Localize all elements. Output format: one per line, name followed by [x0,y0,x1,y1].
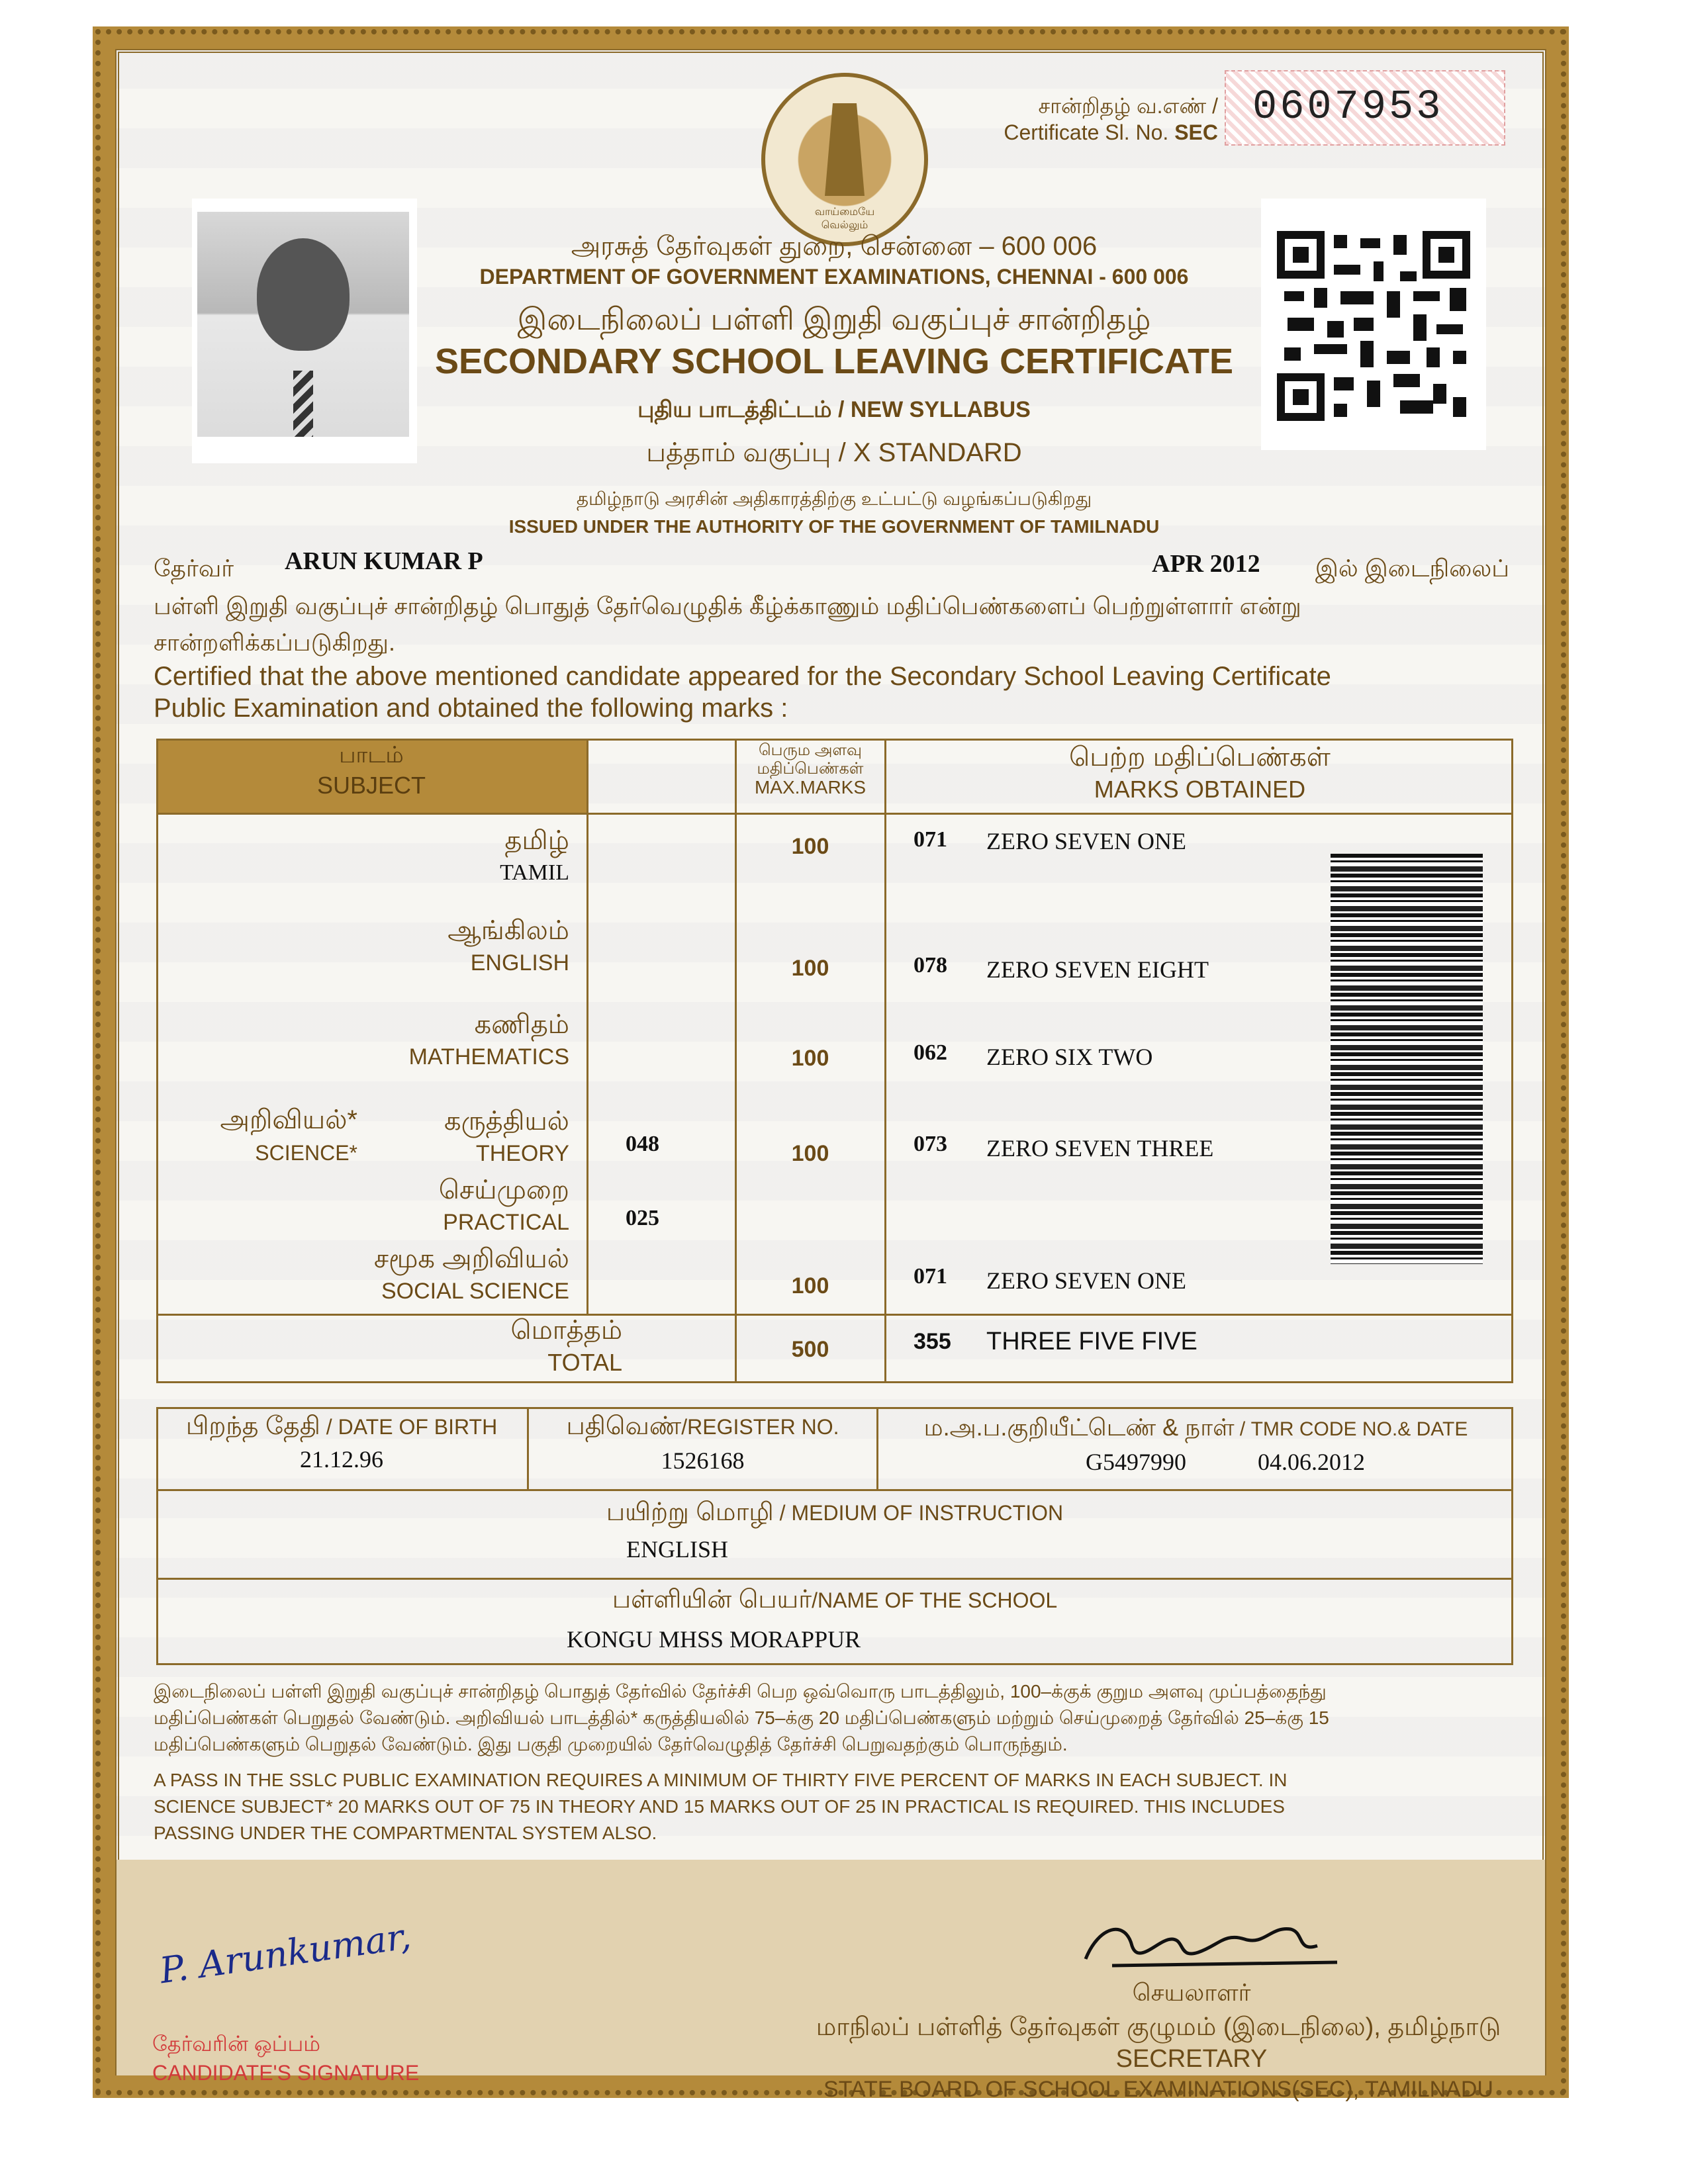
register-value: 1526168 [661,1447,745,1474]
subject-social-en: SOCIAL SCIENCE [381,1279,569,1304]
exam-session: APR 2012 [1152,550,1260,578]
subject-maths-en: MATHEMATICS [408,1044,569,1069]
science-label-ta: அறிவியல்* [220,1105,357,1134]
subject-practical-en: PRACTICAL [443,1210,569,1235]
pass-note-ta: இடைநிலைப் பள்ளி இறுதி வகுப்புச் சான்றிதழ் பொதுத் தேர்வில் தேர்ச்சி பெற ஒவ்வொரு பாடத்திலும், 100–க்குக் குறும அளவு முப்பத்தைந்து மதிப்பெண்கள் பெறுதல் வேண்டும். அறிவியல் பாடத்தில்* கருத்தியலில் 75–க்கு 20 மதிப்பெண்களும் மற்றும் செய்முறைத் தேர்வில் 25–க்கு 15 மதிப்பெண்களும் பெறுதல் வேண்டும். இது பகுதி முறையில் தேர்வெழுதித் தேர்ச்சி பெறுவதற்கும் பொருந்தும். [154,1681,1329,1754]
marks-maths: 062 [914,1040,947,1065]
medium-value: ENGLISH [626,1536,728,1563]
tie-icon [293,371,313,437]
certificate-title-ta: இடைநிலைப் பள்ளி இறுதி வகுப்புச் சான்றிதழ் [517,302,1151,336]
max-total: 500 [791,1337,829,1362]
subject-social-ta: சமூக அறிவியல் [373,1244,569,1273]
tmr-label: ம.அ.ப.குறியீட்டெண் & நாள் / TMR CODE NO.& DATE [923,1414,1468,1441]
marks-social: 071 [914,1264,947,1289]
qr-code [1261,199,1486,450]
subject-header-ta: பாடம் [339,743,404,768]
candidate-prefix: தேர்வர் [154,555,234,582]
standard-label: பத்தாம் வகுப்பு / X STANDARD [646,438,1022,467]
certified-line2: Public Examination and obtained the following marks : [154,694,788,723]
marks-science-words: ZERO SEVEN THREE [986,1135,1214,1161]
marks-english: 078 [914,953,947,978]
face-icon [257,238,350,351]
marks-tamil-words: ZERO SEVEN ONE [986,828,1186,854]
marks-english-words: ZERO SEVEN EIGHT [986,956,1209,983]
dob-value: 21.12.96 [300,1446,383,1473]
seal-motto: வாய்மையே வெல்லும் [814,206,875,231]
marks-total: 355 [914,1329,951,1354]
candidate-photo [192,199,417,463]
total-label-ta: மொத்தம் [510,1316,622,1345]
max-english: 100 [791,956,829,981]
board-name-ta: மாநிலப் பள்ளித் தேர்வுகள் குழுமம் (இடைநிலை), தமிழ்நாடு [816,2013,1501,2041]
subject-english-en: ENGLISH [470,950,569,976]
max-marks-header: பெரும அளவு மதிப்பெண்கள் MAX.MARKS [754,741,867,797]
register-label: பதிவெண்/REGISTER NO. [566,1412,839,1440]
barcode-icon [1331,854,1483,1264]
max-social: 100 [791,1273,829,1298]
serial-number: 0607953 [1252,83,1444,130]
subject-tamil-ta: தமிழ் [504,826,569,855]
serial-label-en: Certificate Sl. No. SEC [1004,120,1218,144]
dept-title-en: DEPARTMENT OF GOVERNMENT EXAMINATIONS, CHENNAI - 600 006 [479,265,1189,289]
serial-label [953,93,1218,146]
school-label: பள்ளியின் பெயர்/NAME OF THE SCHOOL [612,1586,1058,1614]
marks-tamil: 071 [914,827,947,852]
subject-maths-ta: கணிதம் [474,1010,569,1039]
tamilnadu-seal-logo [761,73,928,246]
subject-practical-ta: செய்முறை [438,1175,569,1205]
marks-theory-sub: 048 [626,1132,659,1156]
serial-label-ta: சான்றிதழ் வ.எண் / [1038,94,1218,118]
marks-total-words: THREE FIVE FIVE [986,1328,1197,1355]
marks-practical-sub: 025 [626,1206,659,1230]
secretary-signature [1072,1899,1350,1985]
board-name-en: STATE BOARD OF SCHOOL EXAMINATIONS(SEC), TAMILNADU [823,2077,1493,2102]
marks-science: 073 [914,1132,947,1156]
subject-header-en: SUBJECT [316,772,426,799]
science-label-en: SCIENCE* [255,1141,357,1165]
subject-tamil-en: TAMIL [500,860,569,885]
medium-label: பயிற்று மொழி / MEDIUM OF INSTRUCTION [606,1498,1064,1526]
statement-ta-line2: பள்ளி இறுதி வகுப்புச் சான்றிதழ் பொதுத் தேர்வெழுதிக் கீழ்க்காணும் மதிப்பெண்களைப் பெற்றுள்ளார் என்று [154,592,1301,619]
max-tamil: 100 [791,834,829,859]
authority-ta: தமிழ்நாடு அரசின் அதிகாரத்திற்கு உட்பட்டு வழங்கப்படுகிறது [576,488,1092,509]
qr-code-icon [1261,199,1486,450]
secretary-label-en: SECRETARY [1115,2045,1268,2073]
max-science: 100 [791,1141,829,1166]
tmr-code: G5497990 [1086,1449,1186,1475]
candidate-signature-ta: தேர்வரின் ஒப்பம் [152,2032,321,2056]
marks-obtained-header-ta: பெற்ற மதிப்பெண்கள் [1069,743,1331,772]
dept-title-ta: அரசுத் தேர்வுகள் துறை, சென்னை – 600 006 [571,232,1098,261]
total-label-en: TOTAL [547,1349,622,1376]
marks-social-words: ZERO SEVEN ONE [986,1267,1186,1294]
pass-note-en: A PASS IN THE SSLC PUBLIC EXAMINATION REQUIRES A MINIMUM OF THIRTY FIVE PERCENT OF MARKS IN EACH SUBJECT. IN SCIENCE SUBJECT* 20 MARKS OUT OF 75 IN THEORY AND 15 MARKS OUT OF 25 IN PRACTICAL IS REQUIRED. THIS INCLUDES PASSING UNDER THE COMPARTMENTAL SYSTEM ALSO. [154,1770,1288,1843]
subject-english-ta: ஆங்கிலம் [447,916,569,945]
serial-number-box [1225,70,1505,146]
candidate-name: ARUN KUMAR P [285,547,483,575]
secretary-label-ta: செயலாளர் [1132,1979,1251,2006]
max-maths: 100 [791,1046,829,1071]
school-value: KONGU MHSS MORAPPUR [567,1626,861,1653]
dob-label: பிறந்த தேதி / DATE OF BIRTH [185,1412,498,1440]
candidate-suffix: இல் இடைநிலைப் [1315,555,1509,582]
certificate-title-en: SECONDARY SCHOOL LEAVING CERTIFICATE [434,341,1234,381]
subject-theory-en: THEORY [475,1141,569,1166]
marks-maths-words: ZERO SIX TWO [986,1044,1153,1070]
marks-obtained-header-en: MARKS OBTAINED [1094,776,1306,803]
candidate-signature-en: CANDIDATE'S SIGNATURE [152,2061,420,2085]
certified-line1: Certified that the above mentioned candidate appeared for the Secondary School Leaving Certificate [154,662,1331,691]
tmr-date: 04.06.2012 [1258,1449,1365,1475]
authority-en: ISSUED UNDER THE AUTHORITY OF THE GOVERNMENT OF TAMILNADU [508,516,1160,537]
subject-theory-ta: கருத்தியல் [444,1107,569,1136]
temple-gopuram-icon [825,103,865,196]
candidate-handwritten-signature: P. Arunkumar, [157,1915,414,1992]
statement-ta-line3: சான்றளிக்கப்படுகிறது. [154,629,395,656]
syllabus-label: புதிய பாடத்திட்டம் / NEW SYLLABUS [637,397,1031,422]
